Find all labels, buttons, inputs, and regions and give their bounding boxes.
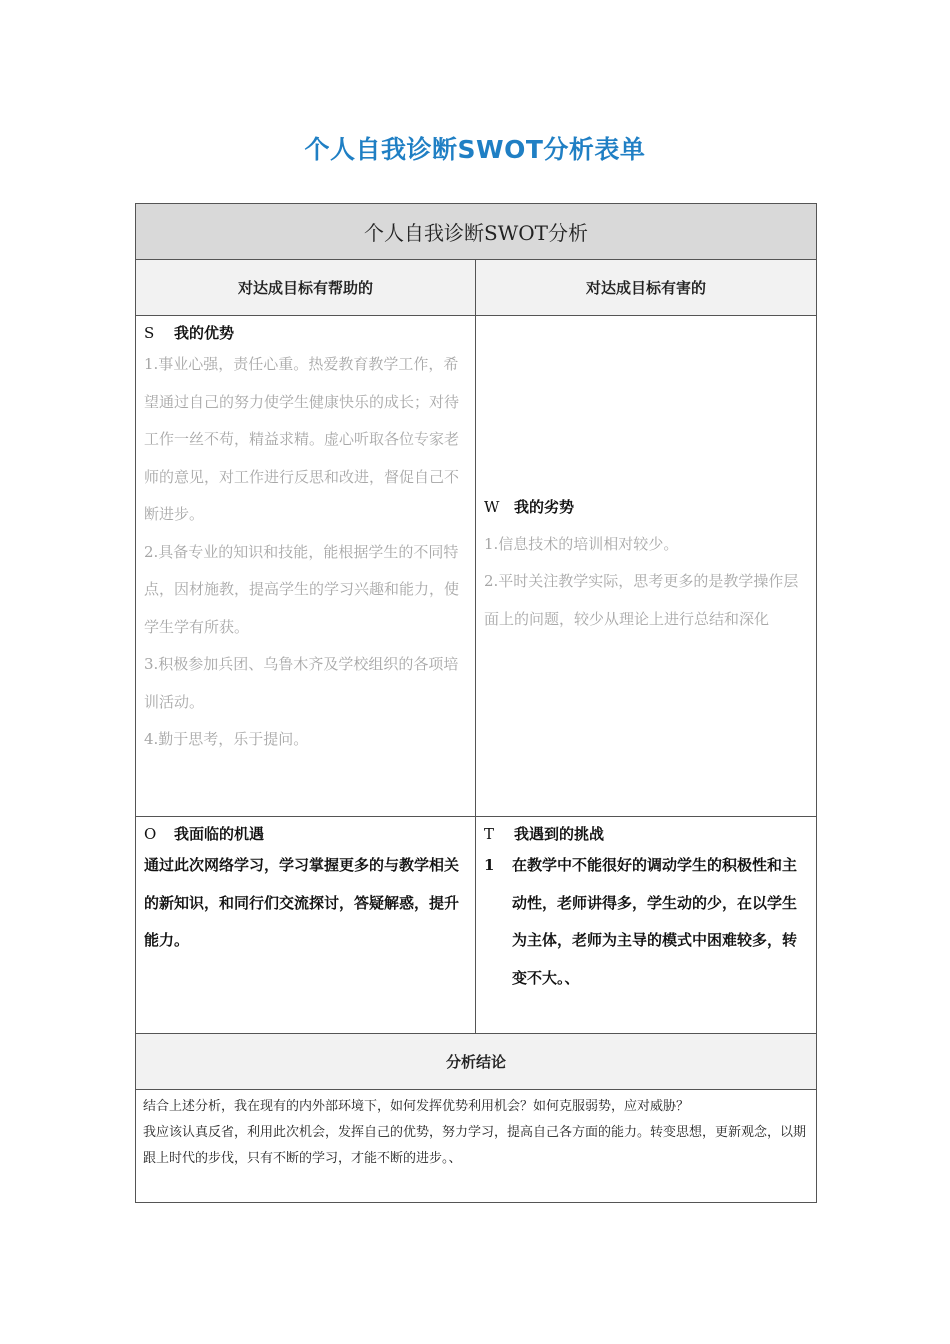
threats-heading [484, 821, 808, 847]
weaknesses-heading [484, 494, 808, 520]
conclusion-line: 我应该认真反省，利用此次机会，发挥自己的优势，努力学习，提高自己各方面的能力。转变思想，更新观念，以期跟上时代的步伐，只有不断的学习，才能不断的进步。、 [143, 1125, 807, 1166]
swot-table-header: 个人自我诊断SWOT分析 [136, 204, 817, 260]
opportunities-title: 我面临的机遇 [174, 825, 265, 843]
threat-item-text: 在教学中不能很好的调动学生的积极性和主动性，老师讲得多，学生动的少，在以学生为主体，老师为主导的模式中困难较多，转变不大。、 [512, 856, 798, 987]
opportunities-cell [136, 817, 476, 1034]
opportunities-heading [144, 821, 467, 847]
threat-item-number: 1 [484, 856, 495, 874]
conclusion-body [136, 1090, 817, 1203]
conclusion-header: 分析结论 [136, 1034, 817, 1090]
harmful-column-header: 对达成目标有害的 [476, 260, 817, 316]
strength-item: 3.积极参加兵团、乌鲁木齐及学校组织的各项培训活动。 [144, 655, 459, 711]
strength-item: 1.事业心强，责任心重。热爱教育教学工作，希望通过自己的努力使学生健康快乐的成长；对待工作一丝不苟，精益求精。虚心听取各位专家老师的意见，对工作进行反思和改进，督促自己不断进步。 [144, 355, 460, 523]
strengths-cell [136, 316, 476, 817]
opportunities-text: 通过此次网络学习，学习掌握更多的与教学相关的新知识，和同行们交流探讨，答疑解惑，提升能力。 [144, 856, 460, 949]
weaknesses-cell [476, 316, 817, 817]
swot-table [135, 203, 817, 1203]
strength-item: 4.勤于思考，乐于提问。 [144, 730, 309, 748]
threats-cell [476, 817, 817, 1034]
strengths-title: 我的优势 [174, 324, 235, 342]
strengths-heading [144, 320, 467, 346]
strength-item: 2.具备专业的知识和技能，能根据学生的不同特点，因材施教，提高学生的学习兴趣和能力，使学生学有所获。 [144, 542, 460, 636]
threat-item [484, 847, 808, 997]
document-title: 个人自我诊断SWOT分析表单 [304, 135, 646, 164]
weaknesses-title: 我的劣势 [514, 497, 575, 516]
weakness-item: 2.平时关注教学实际，思考更多的是教学操作层面上的问题，较少从理论上进行总结和深化 [484, 572, 799, 628]
helpful-column-header: 对达成目标有帮助的 [136, 260, 476, 316]
opportunities-letter: O [144, 825, 157, 843]
weakness-item: 1.信息技术的培训相对较少。 [484, 534, 679, 553]
strengths-letter: S [144, 324, 155, 342]
threats-title: 我遇到的挑战 [514, 825, 605, 843]
threats-letter: T [484, 825, 495, 843]
conclusion-line: 结合上述分析，我在现有的内外部环境下，如何发挥优势利用机会？如何克服弱势，应对威胁？ [143, 1099, 690, 1114]
weaknesses-letter: W [484, 497, 500, 516]
